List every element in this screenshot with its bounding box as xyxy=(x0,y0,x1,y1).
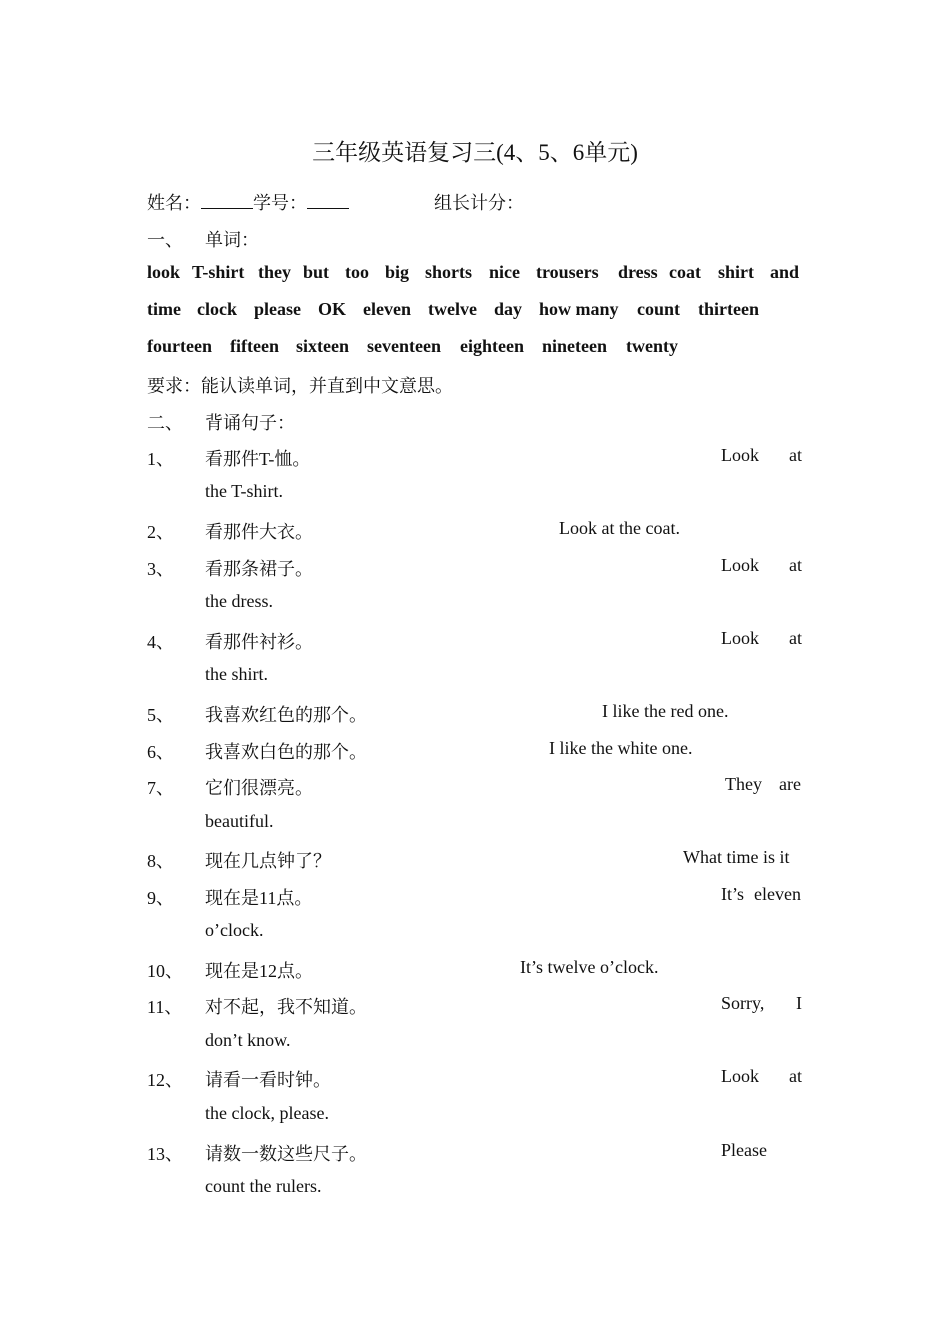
section2-heading: 背诵句子： xyxy=(205,413,295,433)
item-chinese: 请数一数这些尺子。 xyxy=(205,1144,367,1164)
item-english-continued: the shirt. xyxy=(205,664,268,684)
item-english-part: are xyxy=(779,774,801,794)
item-chinese: 现在是11点。 xyxy=(205,888,313,908)
item-chinese: 看那件衬衫。 xyxy=(205,632,313,652)
item-english: I like the red one. xyxy=(602,701,729,721)
item-chinese: 现在几点钟了？ xyxy=(205,851,331,871)
vocab-word: clock xyxy=(197,299,237,319)
item-number: 12、 xyxy=(147,1070,183,1090)
item-chinese: 看那件大衣。 xyxy=(205,522,313,542)
vocab-word: OK xyxy=(318,299,347,319)
item-english-continued: beautiful. xyxy=(205,811,274,831)
vocab-word: sixteen xyxy=(296,336,349,356)
section2-number: 二、 xyxy=(147,413,183,433)
vocab-word: thirteen xyxy=(698,299,759,319)
vocab-word: twenty xyxy=(626,336,678,356)
item-english-part: Sorry, xyxy=(721,993,765,1013)
vocab-word: look xyxy=(147,262,181,282)
vocab-word: they xyxy=(258,262,291,282)
item-chinese: 对不起，我不知道。 xyxy=(205,997,367,1017)
item-number: 2、 xyxy=(147,522,174,542)
item-chinese: 它们很漂亮。 xyxy=(205,778,313,798)
vocab-word: eleven xyxy=(363,299,411,319)
item-number: 8、 xyxy=(147,851,174,871)
vocab-word: shirt xyxy=(718,262,754,282)
item-chinese: 请看一看时钟。 xyxy=(205,1070,331,1090)
vocab-word: nineteen xyxy=(542,336,607,356)
vocab-word: count xyxy=(637,299,681,319)
item-number: 13、 xyxy=(147,1144,183,1164)
vocab-word: and xyxy=(770,262,800,282)
vocab-word: time xyxy=(147,299,181,319)
item-english-continued: the T-shirt. xyxy=(205,481,284,501)
vocab-word: fifteen xyxy=(230,336,279,356)
vocab-word: nice xyxy=(489,262,520,282)
item-english-part: at xyxy=(789,1066,802,1086)
item-english-continued: count the rulers. xyxy=(205,1176,322,1196)
vocab-word: fourteen xyxy=(147,336,212,356)
item-english-part: eleven xyxy=(754,884,801,904)
item-english-part: at xyxy=(789,555,802,575)
id-label: 学号： xyxy=(253,193,307,213)
item-number: 9、 xyxy=(147,888,174,908)
name-blank[interactable] xyxy=(201,194,253,209)
vocab-word: big xyxy=(385,262,410,282)
item-english: What time is it xyxy=(683,847,790,867)
vocab-word: too xyxy=(345,262,369,282)
item-english-part: Look xyxy=(721,445,759,465)
item-english-part: at xyxy=(789,628,802,648)
item-english-part: at xyxy=(789,445,802,465)
item-number: 6、 xyxy=(147,742,174,762)
item-english-continued: the clock, please. xyxy=(205,1103,329,1123)
item-number: 5、 xyxy=(147,705,174,725)
item-chinese: 我喜欢白色的那个。 xyxy=(205,742,367,762)
vocab-word: dress xyxy=(618,262,658,282)
vocab-word: how many xyxy=(539,299,619,319)
vocab-word: day xyxy=(494,299,523,319)
item-number: 7、 xyxy=(147,778,174,798)
item-english-continued: the dress. xyxy=(205,591,273,611)
item-english-part: I xyxy=(796,993,802,1013)
item-english: It’s twelve o’clock. xyxy=(520,957,659,977)
item-number: 11、 xyxy=(147,997,183,1017)
item-english-part: Please xyxy=(721,1140,767,1160)
section1-heading: 单词： xyxy=(205,230,259,250)
id-blank[interactable] xyxy=(307,194,349,209)
section1-number: 一、 xyxy=(147,230,183,250)
vocab-word: T-shirt xyxy=(192,262,245,282)
vocab-word: but xyxy=(303,262,330,282)
item-number: 10、 xyxy=(147,961,183,981)
item-english-part: They xyxy=(725,774,762,794)
item-number: 1、 xyxy=(147,449,174,469)
vocab-word: coat xyxy=(669,262,701,282)
item-english-part: Look xyxy=(721,1066,759,1086)
item-english-part: It’s xyxy=(721,884,745,904)
item-number: 3、 xyxy=(147,559,174,579)
vocab-word: trousers xyxy=(536,262,599,282)
item-number: 4、 xyxy=(147,632,174,652)
item-english-part: Look xyxy=(721,628,759,648)
item-english-part: Look xyxy=(721,555,759,575)
requirement-text: 要求：能认读单词，并直到中文意思。 xyxy=(147,376,453,396)
item-chinese: 我喜欢红色的那个。 xyxy=(205,705,367,725)
group-score-label: 组长计分： xyxy=(434,193,524,213)
item-chinese: 现在是12点。 xyxy=(205,961,313,981)
name-label: 姓名： xyxy=(147,193,201,213)
item-chinese: 看那条裙子。 xyxy=(205,559,313,579)
vocab-word: please xyxy=(254,299,301,319)
vocab-word: seventeen xyxy=(367,336,441,356)
item-english-continued: don’t know. xyxy=(205,1030,291,1050)
vocab-word: twelve xyxy=(428,299,477,319)
item-english-continued: o’clock. xyxy=(205,920,264,940)
vocab-word: shorts xyxy=(425,262,473,282)
item-english: Look at the coat. xyxy=(559,518,680,538)
item-english: I like the white one. xyxy=(549,738,693,758)
page-title: 三年级英语复习三(4、5、6单元) xyxy=(312,140,638,165)
item-chinese: 看那件T-恤。 xyxy=(205,449,311,469)
vocab-word: eighteen xyxy=(460,336,524,356)
name-field xyxy=(147,189,349,215)
